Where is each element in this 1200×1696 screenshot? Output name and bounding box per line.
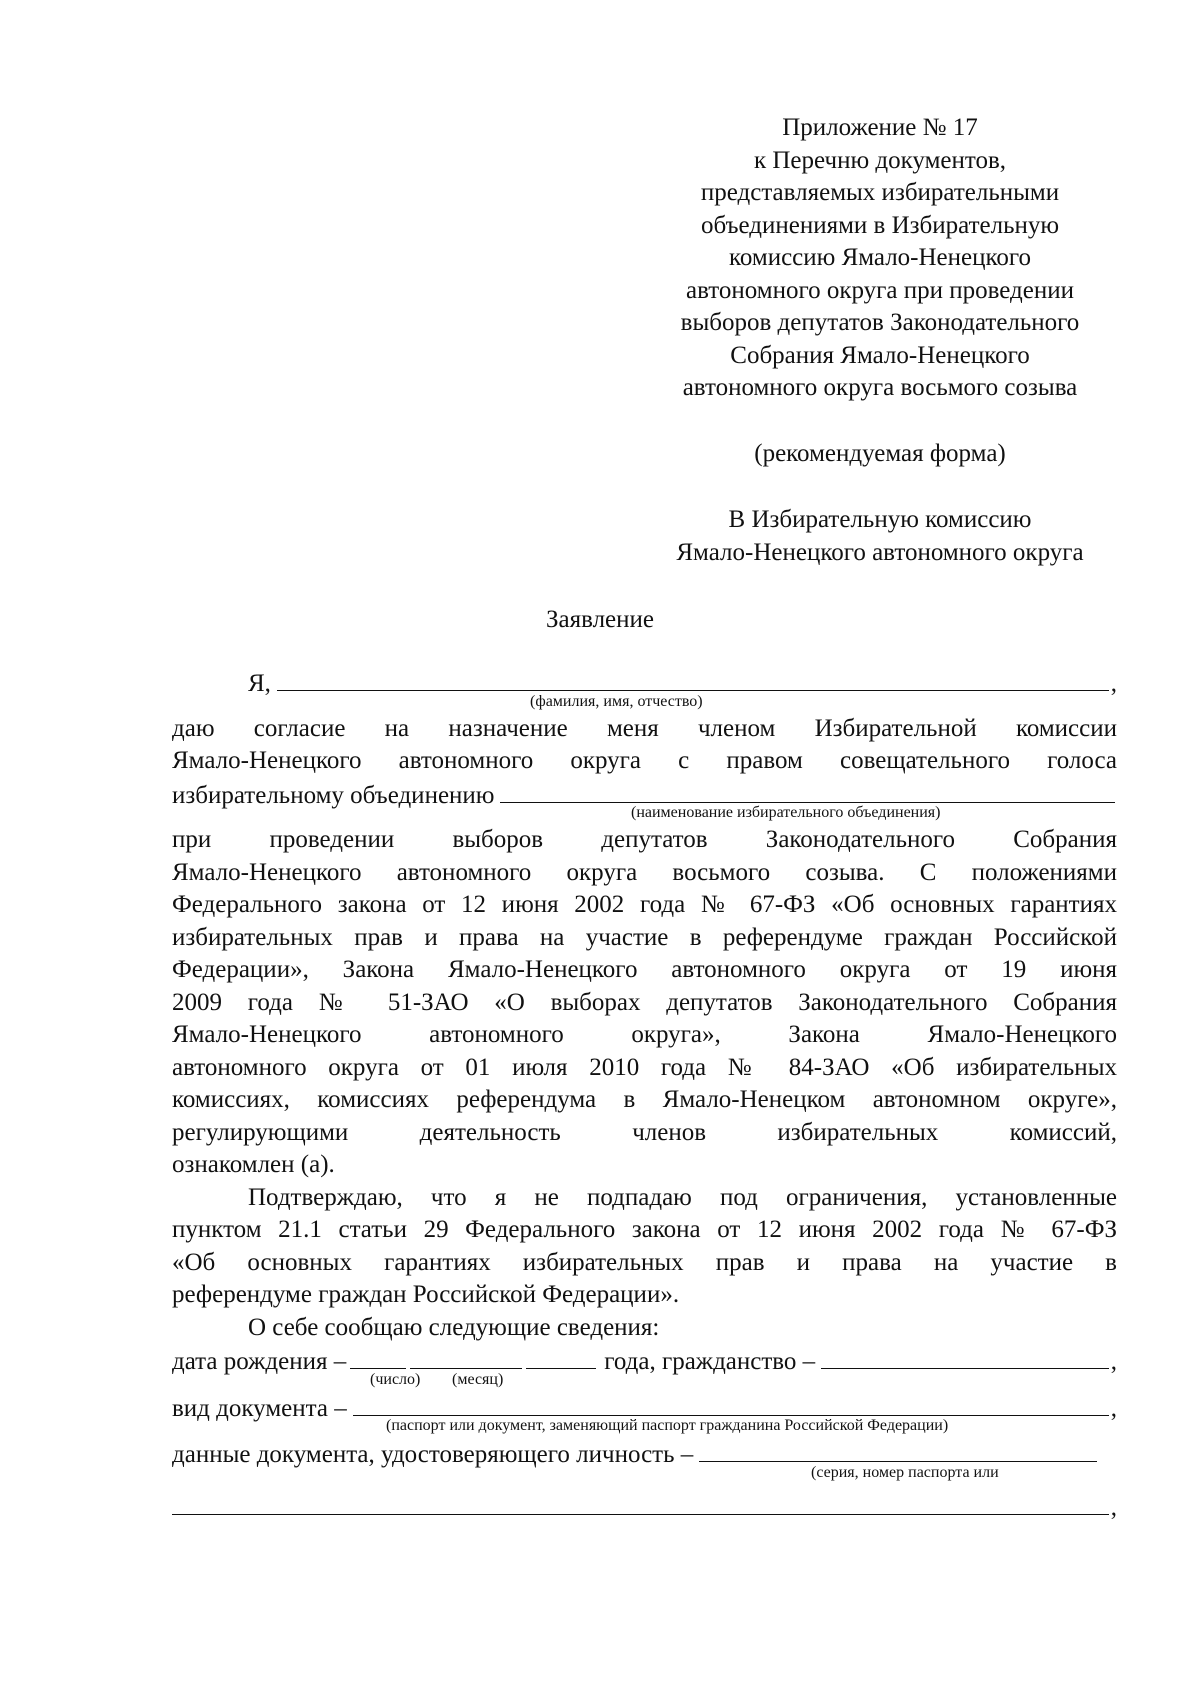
addressee [600,504,1160,569]
paragraph-line: Ямало-Ненецкого автономного округа восьмого созыва. С положениями [172,858,1117,886]
birth-year-field[interactable] [526,1344,596,1369]
addressee-line-1: В Избирательную комиссию [728,506,1032,533]
paragraph-line: автономного округа от 01 июля 2010 года № 84-ЗАО «Об избирательных [172,1053,1117,1081]
document-data-caption-row [172,1464,1117,1482]
appendix-header [640,112,1120,405]
document-type-label: вид документа – [172,1394,347,1422]
recommended-form-note: (рекомендуемая форма) [754,440,1006,467]
paragraph-line: регулирующими деятельность членов избирательных комиссий, [172,1118,1117,1146]
addressee-line-2: Ямало-Ненецкого автономного округа [676,538,1084,566]
document-body [172,666,1117,1522]
document-type-caption-row [172,1417,1117,1435]
association-label: избирательному объединению [172,781,495,809]
full-name-field[interactable] [277,666,1109,691]
document-type-caption: (паспорт или документ, заменяющий паспорт гражданина Российской Федерации) [386,1417,949,1434]
paragraph-line: избирательных прав и права на участие в референдуме граждан Российской [172,923,1117,951]
paragraph-1 [172,824,1117,1182]
document-data-field[interactable] [699,1437,1097,1462]
info-heading: О себе сообщаю следующие сведения: [248,1313,660,1341]
document-data-comma: , [1110,1493,1117,1521]
appendix-line: Приложение № 17 [782,114,978,141]
paragraph-2 [172,1182,1117,1312]
citizenship-field[interactable] [821,1344,1109,1369]
appendix-line: выборов депутатов Законодательного [680,309,1080,336]
citizenship-comma: , [1110,1348,1117,1375]
document-data-label: данные документа, удостоверяющего личность – [172,1441,694,1468]
consent-line: Ямало-Ненецкого автономного округа с правом совещательного голоса [172,747,1117,774]
appendix-line: Собрания Ямало-Ненецкого [730,341,1030,369]
paragraph-line: при проведении выборов депутатов Законодательного Собрания [172,826,1117,853]
birth-day-field[interactable] [350,1344,406,1369]
paragraph-line: Федерации», Закона Ямало-Ненецкого автономного округа от 19 июня [172,956,1117,983]
birth-month-field[interactable] [410,1344,522,1369]
consent-line: даю согласие на назначение меня членом Избирательной комиссии [172,714,1117,742]
document-type-field[interactable] [353,1391,1109,1416]
association-field[interactable] [500,778,1115,803]
paragraph-line: Федерального закона от 12 июня 2002 года № 67-ФЗ «Об основных гарантиях [172,891,1117,918]
birth-date-caption-row [172,1371,1117,1389]
appendix-line: автономного округа восьмого созыва [682,374,1078,401]
appendix-line: представляемых избирательными [700,179,1060,206]
document-type-comma: , [1110,1394,1117,1422]
birth-date-label: дата рождения – [172,1348,347,1375]
document-data-continuation-row [172,1490,1117,1523]
year-citizenship-label: года, гражданство – [604,1348,816,1375]
document-title: Заявление [545,606,655,633]
document-data-caption: (серия, номер паспорта или [811,1463,999,1481]
paragraph-line: комиссиях, комиссиях референдума в Ямало-Ненецком автономном округе», [172,1086,1117,1113]
name-caption-row [172,693,1117,711]
name-prefix: Я, [248,670,271,697]
paragraph-line: 2009 года № 51-ЗАО «О выборах депутатов Законодательного Собрания [172,988,1117,1016]
appendix-line: к Перечню документов, [753,146,1007,174]
paragraph-line: «Об основных гарантиях избирательных прав и права на участие в [172,1248,1117,1276]
paragraph-line: Подтверждаю, что я не подпадаю под ограничения, установленные [248,1183,1117,1211]
paragraph-line: Ямало-Ненецкого автономного округа», Закона Ямало-Ненецкого [172,1021,1117,1048]
association-caption-row [172,804,1117,822]
document-data-continuation-field[interactable] [172,1490,1109,1515]
appendix-line: комиссию Ямало-Ненецкого [728,244,1032,271]
name-caption: (фамилия, имя, отчество) [530,692,703,710]
name-suffix: , [1110,670,1117,697]
appendix-line: автономного округа при проведении [685,276,1075,304]
paragraph-line: ознакомлен (а). [172,1151,335,1178]
appendix-line: объединениями в Избирательную [700,211,1060,239]
paragraph-line: пунктом 21.1 статьи 29 Федерального закона от 12 июня 2002 года № 67-ФЗ [172,1216,1117,1243]
association-caption: (наименование избирательного объединения) [631,804,941,821]
paragraph-line: референдуме граждан Российской Федерации». [172,1281,680,1308]
month-caption: (месяц) [452,1370,504,1388]
day-caption: (число) [370,1370,421,1388]
